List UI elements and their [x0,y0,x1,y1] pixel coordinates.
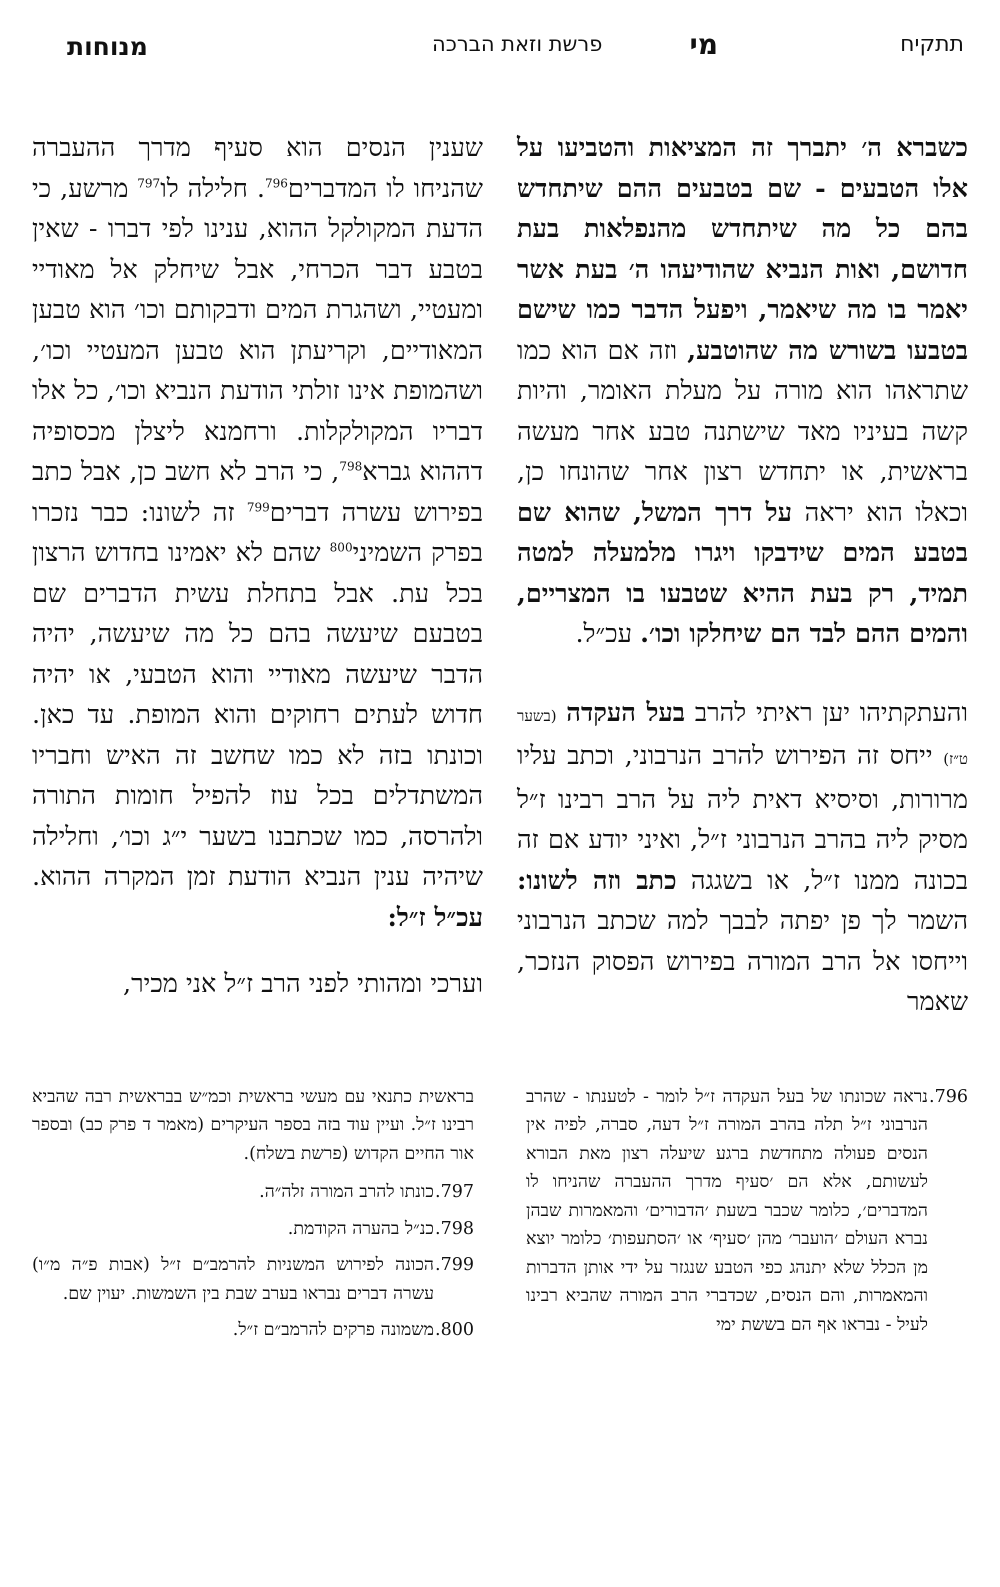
footnote-number: 800. [435,1320,474,1340]
footnote [526,1083,968,1340]
plain-text: וערכי ומהותי לפני הרב ז״ל אני מכיר, [123,969,483,999]
footnote-number: 796. [929,1086,968,1107]
right-column [517,128,968,1023]
bold-quote: כשברא ה׳ יתברך זה המציאות והטביעו על אלו הטבעים - שם בטבעים ההם שיתחדש בהם כל מה שיתחדש מהנפלאות בעת חדושם, ואות הנביא שהודיעהו ה׳ בעת אשר יאמר בו מה שיאמר, ויפעל הדבר כמו שישם בטבעו בשורש מה שהוטבע, [517,133,969,366]
small-reference: (בשער ט״ז) [517,706,968,768]
paragraph [517,128,968,655]
footnote-continuation: בראשית כתנאי עם מעשי בראשית וכמ״ש בבראשית רבה שהביא רבינו ז״ל. ועיין עוד בזה בספר העיקרים (מאמר ד פרק כב) ובספר אור החיים הקדוש (פרשת בשלח). [32,1086,474,1164]
footnote [32,1178,474,1207]
footnote-number: 798. [435,1218,474,1239]
parasha-title: פרשת וזאת הברכה [432,32,603,56]
bold-citation: כתב וזה לשונו: [517,865,677,896]
footnotes-right-column [526,1083,968,1353]
plain-text: עכ״ל. [575,619,633,649]
footnote-ref[interactable]: 796 [264,176,288,190]
running-header [32,28,968,64]
plain-text: והעתקתיהו יען ראיתי להרב [694,697,968,728]
plain-text: , כי הרב לא חשב כן, אבל כתב בפירוש עשרה דברים [32,457,483,528]
footnote-number: 797. [435,1182,474,1202]
main-text [32,128,968,1023]
footnote-ref[interactable]: 798 [339,459,363,474]
page-number: תתקיח [900,32,964,57]
footnote-ref[interactable]: 800 [329,540,353,555]
bold-text: עכ״ל ז״ל: [387,902,483,933]
plain-text: זה לשונו: כבר נזכרו בפרק השמיני [32,497,483,568]
section-letter: מי [689,28,718,61]
plain-text: וזה אם הוא כמו שתראהו הוא מורה על מעלת האומר, והיות קשה בעיניו מאד שישתנה טבע אחר מעשה בראשית, או יתחדש רצון אחר שהונחו כן, וכאלו הוא יראה [517,335,969,528]
bold-quote: על דרך המשל, שהוא שם בטבע המים שידבקו ויגרו מלמעלה למטה תמיד, רק בעת ההיא שטבעו בו המצריים, והמים ההם לבד הם שיחלקו וכו׳. [517,497,968,649]
footnote-text: כונתו להרב המורה זלה״ה. [259,1182,434,1202]
bold-citation: בעל העקדה [566,697,686,728]
footnote-text: נראה שכונתו של בעל העקדה ז״ל לומר - לטענתו - שהרב הנרבוני ז״ל תלה בהרב המורה ז״ל דעה, סברה, לפיה אין הנסים פעולה מתחדשת ברגע שיעלה רצון מאת הבורא לעשותם, אלא הם ׳סעיף מדרך ההעברה שהניחו לו המדברים׳, כלומר שכבר בשעת ׳הדבורים׳ והמאמרות שבהן נברא העולם ׳הועבר׳ מהן ׳סעיף׳ או ׳הסתעפות׳ כלומר יוצא מן הכלל שלא יתנהג כפי הטבע שנגזר על ידי אותן הדברות והמאמרות, והם הנסים, שכדברי הרב המורה שהביא רבינו לעיל - נבראו אף הם בששת ימי [526,1086,928,1335]
footnote-text: משמונה פרקים להרמב״ם ז״ל. [232,1320,434,1340]
footnote [32,1316,474,1345]
paragraph [517,693,968,1023]
paragraph [32,964,483,1005]
plain-text: . חלילה לו [160,173,265,204]
plain-text: שענין הנסים הוא סעיף מדרך ההעברה שהניחו לו המדברים [32,133,483,204]
paragraph-gap [517,655,968,693]
footnote-ref[interactable]: 797 [137,176,161,190]
left-column [32,128,483,1023]
footnote-ref[interactable]: 799 [246,500,270,514]
paragraph-gap [32,938,483,964]
footnotes-left-column [32,1083,474,1353]
plain-text: מרשע, כי הדעת המקולקל ההוא, ענינו לפי דברו - שאין בטבע דבר הכרחי, אבל שיחלק אל מאודיי ומעטיי, ושהגרת המים ודבקותם וכו׳ הוא טבען המאודיים, וקריעתן הוא טבען המעטיי וכו׳, ושהמופת אינו זולתי הודעת הנביא וכו׳, כל אלו דבריו המקולקלות. ורחמנא ליצלן מכסופיה דההוא גברא [32,173,483,487]
plain-text: השמר לך פן יפתה לבבך למה שכתב הנרבוני וייחסו אל הרב המורה בפירוש הפסוק הנזכר, שאמר [517,906,968,1017]
footnote [32,1251,474,1308]
footnote-number: 799. [435,1255,474,1275]
footnote-text: כנ״ל בהערה הקודמת. [287,1218,434,1239]
plain-text: שהם לא יאמינו בחדוש הרצון בכל עת. אבל בתחלת עשית הדברים שם בטבעם שיעשה בהם כל מה שיעשה, יהיה הדבר שיעשה מאודיי והוא הטבעי, או יהיה חדוש לעתים רחוקים והוא המופת. עד כאן. וכונתו בזה לא כמו שחשב זה האיש וחבריו המשתדלים בכל עוז להפיל חומות התורה ולהרסה, כמו שכתבנו בשער י״ג וכו׳, וחלילה שיהיה ענין הנביא הודעת זמן המקרה ההוא. [32,538,483,892]
book-title: מנוחות [67,32,148,61]
footnote [32,1215,474,1244]
plain-text: ייחס זה הפירוש להרב הנרבוני, וכתב עליו מרורות, וסיסיא דאית ליה על הרב רבינו ז״ל מסיק ליה בהרב הנרבוני ז״ל, ואיני יודע אם זה בכונה ממנו ז״ל, או בשגגה [517,741,968,896]
paragraph [32,128,483,938]
footnotes [32,1083,968,1353]
footnote-text: הכונה לפירוש המשניות להרמב״ם ז״ל (אבות פ״ה מ״ו) עשרה דברים נבראו בערב שבת בין השמשות. יעוין שם. [32,1255,434,1304]
